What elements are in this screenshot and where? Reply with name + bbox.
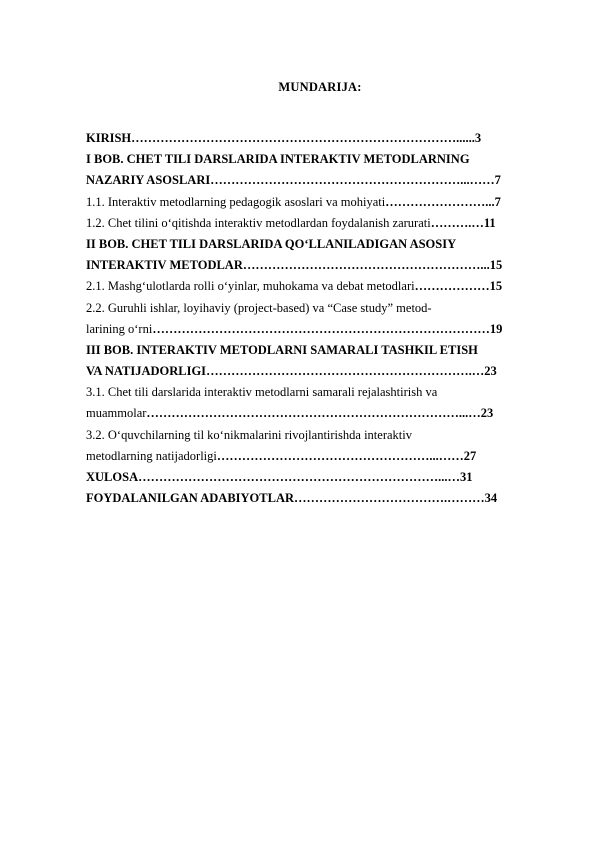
- toc-page-number: 19: [489, 321, 503, 336]
- toc-leader-dots: ………………: [414, 279, 490, 294]
- toc-line: [86, 149, 556, 170]
- toc-leader-dots: ……….…: [430, 215, 484, 230]
- toc-entry-text: 1.1. Interaktiv metodlarning pedagogik asoslari va mohiyati: [86, 194, 386, 209]
- toc-leader-dots: ……………………………………………………...……: [210, 173, 495, 188]
- toc-line: [86, 276, 556, 297]
- toc-page-number: 23: [484, 364, 497, 379]
- toc-leader-dots: ………………………………………………………………...…: [138, 470, 460, 484]
- toc-line: [86, 213, 556, 234]
- toc-line: [86, 446, 556, 467]
- toc-line: [86, 382, 556, 403]
- toc-leader-dots: …………………………………………………...: [242, 258, 490, 273]
- toc-page-number: 7: [494, 194, 501, 209]
- page-title: MUNDARIJA:: [278, 80, 362, 94]
- toc-page-number: 27: [463, 448, 477, 463]
- toc-line: [86, 467, 556, 488]
- toc-entry-text: larining o‘rni: [86, 321, 153, 336]
- toc-line: [86, 340, 556, 361]
- toc-line: [86, 255, 556, 276]
- toc-entry-text: KIRISH: [86, 131, 132, 145]
- toc-entry-text: 3.1. Chet tili darslarida interaktiv metodlarni samarali rejalashtirish va: [86, 385, 438, 400]
- table-of-contents: [86, 128, 556, 509]
- toc-line: [86, 361, 556, 382]
- toc-entry-text: metodlarning natijadorligi: [86, 448, 217, 463]
- toc-leader-dots: ……………………...: [385, 194, 495, 209]
- toc-page-number: 3: [474, 131, 482, 145]
- toc-entry-text: NAZARIY ASOSLARI: [86, 173, 211, 188]
- toc-entry-text: II BOB. CHET TILI DARSLARIDA QO‘LLANILADIGAN ASOSIY: [86, 236, 457, 251]
- toc-entry-text: muammolar: [86, 406, 147, 421]
- toc-leader-dots: …………………………………………………………………...…: [146, 406, 481, 421]
- toc-line: [86, 403, 556, 424]
- toc-entry-text: FOYDALANILGAN ADABIYOTLAR: [86, 491, 295, 506]
- toc-entry-text: 2.2. Guruhli ishlar, loyihaviy (project-based) va “Case study” metod-: [86, 300, 432, 315]
- toc-page-number: 15: [489, 279, 503, 294]
- toc-leader-dots: ……………………………….………: [294, 491, 485, 506]
- toc-line: [86, 319, 556, 340]
- toc-leader-dots: ……………………………………………………………………......: [131, 131, 475, 145]
- toc-entry-text: 2.1. Mashg‘ulotlarda rolli o‘yinlar, muhokama va debat metodlari: [86, 279, 415, 294]
- toc-line: [86, 234, 556, 255]
- toc-line: [86, 298, 556, 319]
- toc-entry-text: 1.2. Chet tilini o‘qitishda interaktiv metodlardan foydalanish zarurati: [86, 215, 431, 230]
- toc-leader-dots: ……………………………………………...……: [216, 448, 464, 463]
- toc-leader-dots: ………………………………………………………………………: [152, 321, 490, 336]
- toc-entry-text: III BOB. INTERAKTIV METODLARNI SAMARALI TASHKIL ETISH: [86, 342, 478, 357]
- toc-page-number: 34: [484, 491, 498, 506]
- toc-page-number: 11: [483, 215, 496, 230]
- toc-line: [86, 170, 556, 191]
- toc-leader-dots: ……………………………………………………….…: [206, 364, 485, 379]
- toc-entry-text: XULOSA: [86, 470, 139, 484]
- toc-line: [86, 192, 556, 213]
- toc-entry-text: 3.2. O‘quvchilarning til ko‘nikmalarini rivojlantirishda interaktiv: [86, 427, 412, 442]
- toc-line: [86, 128, 556, 149]
- toc-page-number: 7: [494, 173, 501, 188]
- toc-line: [86, 488, 556, 509]
- toc-page-number: 15: [489, 258, 503, 273]
- toc-entry-text: I BOB. CHET TILI DARSLARIDA INTERAKTIV METODLARNING: [86, 152, 470, 167]
- toc-page-number: 31: [459, 470, 473, 484]
- toc-entry-text: INTERAKTIV METODLAR: [86, 258, 243, 273]
- toc-entry-text: VA NATIJADORLIGI: [86, 364, 207, 379]
- toc-line: [86, 425, 556, 446]
- toc-page-number: 23: [480, 406, 494, 421]
